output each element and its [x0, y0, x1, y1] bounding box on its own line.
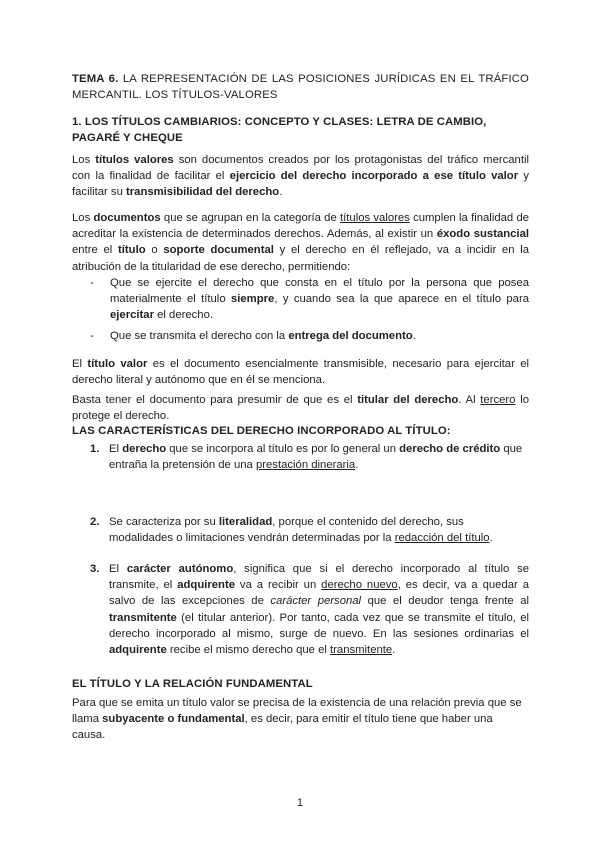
- item-text: El derecho que se incorpora al título es por lo general un derecho de crédito que entraña la pretensión de una prestación dineraria.: [109, 443, 523, 472]
- paragraph-documentos: Los documentos que se agrupan en la categoría de títulos valores cumplen la finalidad de acreditar la existencia de determinados derechos. Además, al existir un éxodo sustancial entre el título o soporte documental y el derecho en él reflejado, va a incidir en la atribución de la titularidad de ese derecho, permitiendo:: [72, 212, 530, 273]
- item-number: 1.: [90, 443, 100, 455]
- paragraph-titulo-valor: El título valor es el documento esencialmente transmisible, necesario para ejercitar el derecho literal y autónomo que en él se menciona.: [72, 358, 530, 387]
- paragraph-titulos-valores: Los títulos valores son documentos creados por los protagonistas del tráfico mercantil con la finalidad de facilitar el ejercicio del derecho incorporado a ese título valor y facilitar su transmisibilidad del derecho.: [72, 154, 529, 199]
- topic-title: [72, 72, 529, 103]
- topic-title-text: LA REPRESENTACIÓN DE LAS POSICIONES JURÍDICAS EN EL TRÁFICO MERCANTIL. LOS TÍTULOS-VALORES: [72, 73, 529, 101]
- section-3-heading: EL TÍTULO Y LA RELACIÓN FUNDAMENTAL: [72, 678, 313, 690]
- section-2-heading: LAS CARACTERÍSTICAS DEL DERECHO INCORPORADO AL TÍTULO:: [72, 425, 451, 437]
- paragraph-relacion-fundamental: Para que se emita un título valor se precisa de la existencia de una relación previa que se llama subyacente o fundamental, es decir, para emitir el título tiene que haber una causa.: [72, 697, 522, 742]
- bullet-dash: -: [90, 330, 94, 342]
- item-text: Se caracteriza por su literalidad, porque el contenido del derecho, sus modalidades o limitaciones vendrán determinadas por la redacción del título.: [109, 516, 493, 545]
- bullet-dash: -: [90, 277, 94, 289]
- item-text: El carácter autónomo, significa que si el derecho incorporado al título se transmite, el adquirente va a recibir un derecho nuevo, es decir, va a quedar a salvo de las excepciones de carácter personal que el deudor tenga frente al transmitente (el titular anterior). Por tanto, cada vez que se transmite el título, el derecho incorporado al mismo, surge de nuevo. En las sesiones ordinarias el adquirente recibe el mismo derecho que el transmitente.: [109, 563, 529, 657]
- bullet-text: Que se transmita el derecho con la entrega del documento.: [110, 330, 416, 342]
- item-number: 3.: [90, 563, 100, 575]
- page-number: 1: [296, 797, 304, 809]
- paragraph-titular: Basta tener el documento para presumir de que es el titular del derecho. Al tercero lo protege el derecho.: [72, 394, 529, 423]
- item-number: 2.: [90, 516, 100, 528]
- bullet-text: Que se ejercite el derecho que consta en el título por la persona que posea materialmente el título siempre, y cuando sea la que aparece en el título para ejercitar el derecho.: [110, 277, 529, 322]
- topic-label: TEMA 6.: [72, 73, 119, 85]
- section-1-heading: 1. LOS TÍTULOS CAMBIARIOS: CONCEPTO Y CLASES: LETRA DE CAMBIO, PAGARÉ Y CHEQUE: [72, 116, 487, 145]
